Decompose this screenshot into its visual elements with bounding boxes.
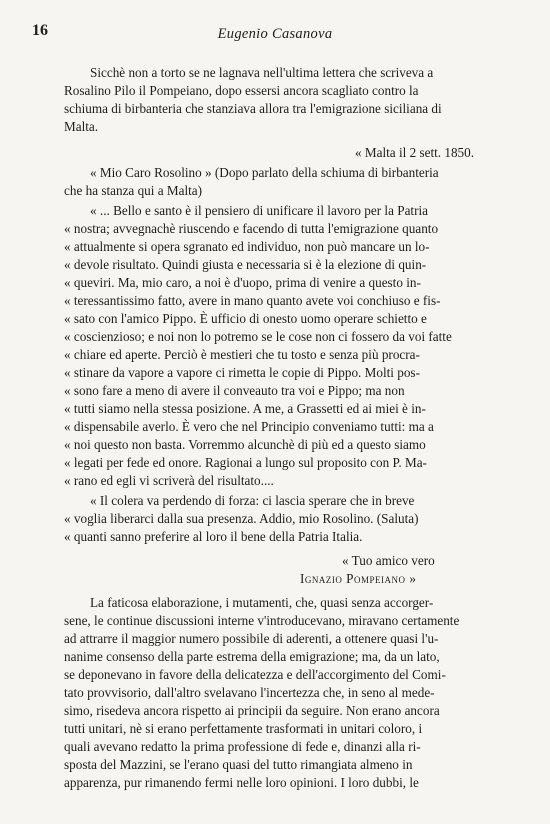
running-title: Eugenio Casanova — [217, 26, 333, 42]
text-line: « teressantissimo fatto, avere in mano quanto avete voi conchiuso e fis- — [64, 293, 441, 308]
text-line: « sato con l'amico Pippo. È ufficio di onesto uomo operare schietto e — [64, 311, 427, 326]
text-line: apparenza, pur rimanendo fermi nelle loro opinioni. I loro dubbi, le — [64, 775, 419, 790]
text-line: se deponevano in favore della delicatezza e dell'accorgimento del Comi- — [64, 667, 446, 682]
text-line: nanime consenso della parte estrema della emigrazione; ma, da un lato, — [64, 649, 440, 664]
text-line: Sicchè non a torto se ne lagnava nell'ultima lettera che scriveva a — [90, 65, 434, 80]
letter-closing: « Tuo amico vero — [342, 553, 435, 568]
page-number: 16 — [32, 22, 48, 39]
text-line: « rano ed egli vi scriverà del risultato.... — [64, 473, 274, 488]
text-line: Rosalino Pilo il Pompeiano, dopo essersi ancora scagliato contro la — [64, 83, 419, 98]
text-line: La faticosa elaborazione, i mutamenti, che, quasi senza accorger- — [90, 595, 434, 610]
text-line: sposta del Mazzini, se l'erano quasi del tutto rimangiata almeno in — [64, 757, 413, 772]
letter-signature: Ignazio Pompeiano » — [300, 571, 417, 586]
text-line: « tutti siamo nella stessa posizione. A me, a Grassetti ed ai miei è in- — [64, 401, 426, 416]
text-line: ad attrarre il maggior numero possibile di aderenti, a ottenere quasi l'u- — [64, 631, 439, 646]
text-line: schiuma di birbanteria che stanziava allora tra l'emigrazione siciliana di — [64, 101, 442, 116]
text-line: « Il colera va perdendo di forza: ci lascia sperare che in breve — [90, 493, 415, 508]
letter-dateline: « Malta il 2 sett. 1850. — [355, 145, 475, 160]
text-line: « coscienzioso; e noi non lo potremo se le cose non ci fossero da voi fatte — [64, 329, 452, 344]
text-line: Malta. — [64, 119, 99, 134]
text-line: « quanti sanno preferire al loro il bene della Patria Italia. — [64, 529, 363, 544]
text-line: che ha stanza qui a Malta) — [64, 183, 203, 198]
text-line: « nostra; avvegnachè riuscendo e facendo di tutta l'emigrazione quanto — [64, 221, 439, 236]
text-line: « dispensabile averlo. È vero che nel Principio conveniamo tutti: ma a — [64, 419, 434, 434]
text-line: quali avevano redatto la prima professione di fede e, dinanzi alla ri- — [64, 739, 421, 754]
text-line: « queviri. Ma, mio caro, a noi è d'uopo, prima di venire a questo in- — [64, 275, 421, 290]
text-line: « legati per fede ed onore. Ragionai a lungo sul proposito con P. Ma- — [64, 455, 427, 470]
text-line: « stinare da vapore a vapore ci rimetta le copie di Pippo. Molti pos- — [64, 365, 420, 380]
text-line: tato provvisorio, dall'altro svelavano l'incertezza che, in seno al mede- — [64, 685, 435, 700]
text-line: « ... Bello e santo è il pensiero di unificare il lavoro per la Patria — [90, 203, 429, 218]
text-line: « sono fare a meno di avere il conveauto tra voi e Pippo; ma non — [64, 383, 405, 398]
text-line: « attualmente si opera sgranato ed individuo, non può mancare un lo- — [64, 239, 430, 254]
text-line: sene, le continue discussioni interne v'introducevano, miravano certamente — [64, 613, 460, 628]
text-line: « chiare ed aperte. Perciò è mestieri che tu tosto e senza più procra- — [64, 347, 420, 362]
text-line: simo, risedeva ancora rispetto ai principii da seguire. Non erano ancora — [64, 703, 440, 718]
text-line: « noi questo non basta. Vorremmo alcunchè di più ed a questo siamo — [64, 437, 426, 452]
text-line: « devole risultato. Quindi giusta e necessaria si è la elezione di quin- — [64, 257, 427, 272]
text-line: tutti unitari, nè si erano perfettamente trasformati in unitari coloro, i — [64, 721, 423, 736]
text-line: « Mio Caro Rosolino » (Dopo parlato della schiuma di birbanteria — [90, 165, 439, 180]
text-line: « voglia liberarci dalla sua presenza. Addio, mio Rosolino. (Saluta) — [64, 511, 419, 526]
page-header — [30, 22, 520, 44]
